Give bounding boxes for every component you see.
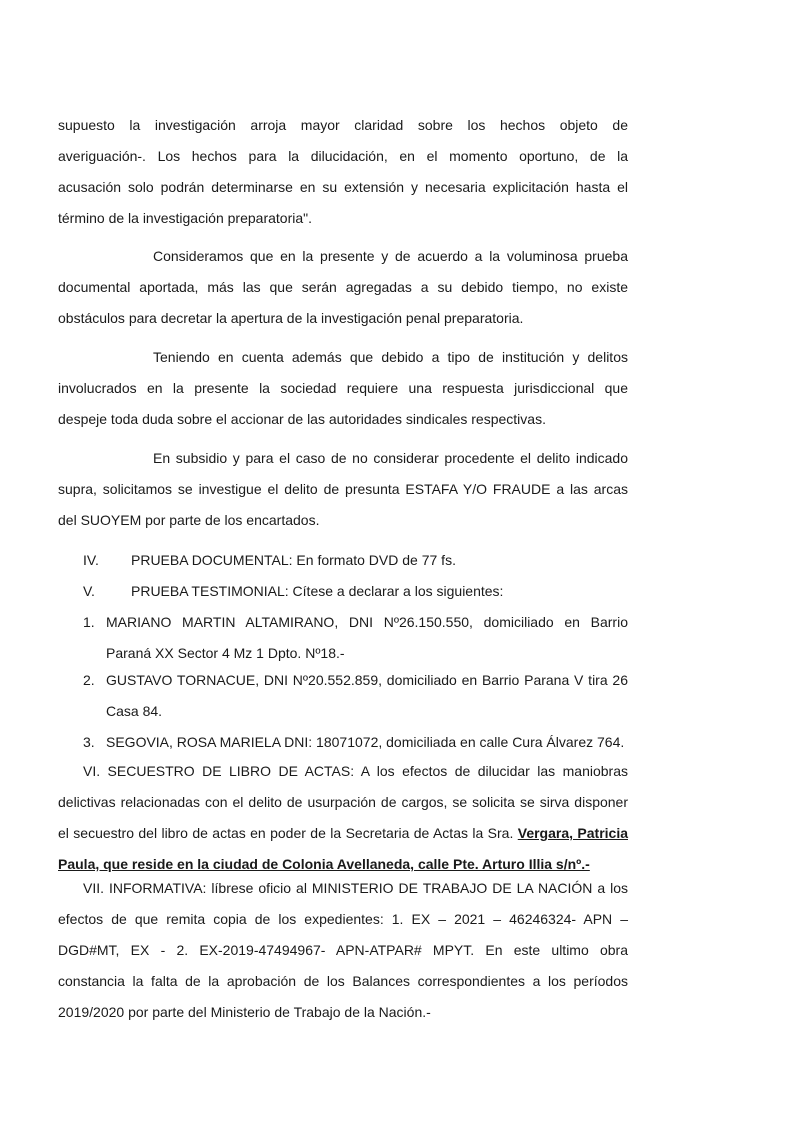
text-line (58, 818, 628, 849)
section-vii (58, 873, 628, 1028)
text-line: acusación solo podrán determinarse en su extensión y necesaria explicitación hasta el (58, 179, 628, 195)
text-line: Paraná XX Sector 4 Mz 1 Dpto. Nº18.- (106, 645, 345, 661)
text-line: involucrados en la presente la sociedad requiere una respuesta jurisdiccional que (58, 380, 628, 396)
text-line: del SUOYEM por parte de los encartados. (58, 512, 320, 528)
section-number: V. (83, 583, 95, 599)
text-line: delictivas relacionadas con el delito de usurpación de cargos, se solicita se sirva disponer (58, 794, 628, 810)
list-number: 3. (83, 734, 95, 750)
text-line: GUSTAVO TORNACUE, DNI Nº20.552.859, domiciliado en Barrio Parana V tira 26 (106, 672, 628, 688)
text-line: MARIANO MARTIN ALTAMIRANO, DNI Nº26.150.550, domiciliado en Barrio (106, 614, 628, 630)
text-line: VI. SECUESTRO DE LIBRO DE ACTAS: A los efectos de dilucidar las maniobras (83, 763, 628, 779)
text-line: despeje toda duda sobre el accionar de las autoridades sindicales respectivas. (58, 411, 546, 427)
paragraph-subsidiary (58, 443, 628, 536)
section-text: PRUEBA DOCUMENTAL: En formato DVD de 77 fs. (131, 552, 456, 568)
text-line: constancia la falta de la aprobación de los Balances correspondientes a los períodos (58, 973, 628, 989)
list-number: 1. (83, 614, 95, 630)
person-name: Vergara, Patricia (517, 825, 628, 841)
section-number: IV. (83, 552, 99, 568)
paragraph-evidence (58, 241, 628, 334)
text-line: SEGOVIA, ROSA MARIELA DNI: 18071072, domiciliada en calle Cura Álvarez 764. (106, 734, 625, 750)
text-line: Consideramos que en la presente y de acuerdo a la voluminosa prueba (153, 248, 628, 264)
paragraph-institution (58, 342, 628, 435)
text-line: obstáculos para decretar la apertura de la investigación penal preparatoria. (58, 310, 524, 326)
text-line: Casa 84. (106, 703, 163, 719)
text-line: efectos de que remita copia de los expedientes: 1. EX – 2021 – 46246324- APN – (58, 911, 628, 927)
text-segment: el secuestro del libro de actas en poder de la Secretaria de Actas la Sra. (58, 825, 514, 841)
text-line: Teniendo en cuenta además que debido a tipo de institución y delitos (153, 349, 628, 365)
section-vi (58, 756, 628, 880)
text-line: supuesto la investigación arroja mayor claridad sobre los hechos objeto de (58, 117, 628, 133)
paragraph-investigation (58, 110, 628, 234)
text-line: documental aportada, más las que serán agregadas a su debido tiempo, no existe (58, 279, 628, 295)
text-line: En subsidio y para el caso de no considerar procedente el delito indicado (153, 450, 628, 466)
person-address: Paula, que reside en la ciudad de Colonia Avellaneda, calle Pte. Arturo Illia s/nº.- (58, 856, 590, 872)
text-line: 2019/2020 por parte del Ministerio de Trabajo de la Nación.- (58, 1004, 431, 1020)
text-line: VII. INFORMATIVA: líbrese oficio al MINISTERIO DE TRABAJO DE LA NACIÓN a los (83, 880, 628, 896)
text-line: averiguación-. Los hechos para la dilucidación, en el momento oportuno, de la (58, 148, 628, 164)
section-text: PRUEBA TESTIMONIAL: Cítese a declarar a los siguientes: (131, 583, 504, 599)
text-line: supra, solicitamos se investigue el delito de presunta ESTAFA Y/O FRAUDE a las arcas (58, 481, 628, 497)
text-line: DGD#MT, EX - 2. EX-2019-47494967- APN-ATPAR# MPYT. En este ultimo obra (58, 942, 628, 958)
list-number: 2. (83, 672, 95, 688)
text-line: término de la investigación preparatoria". (58, 210, 312, 226)
